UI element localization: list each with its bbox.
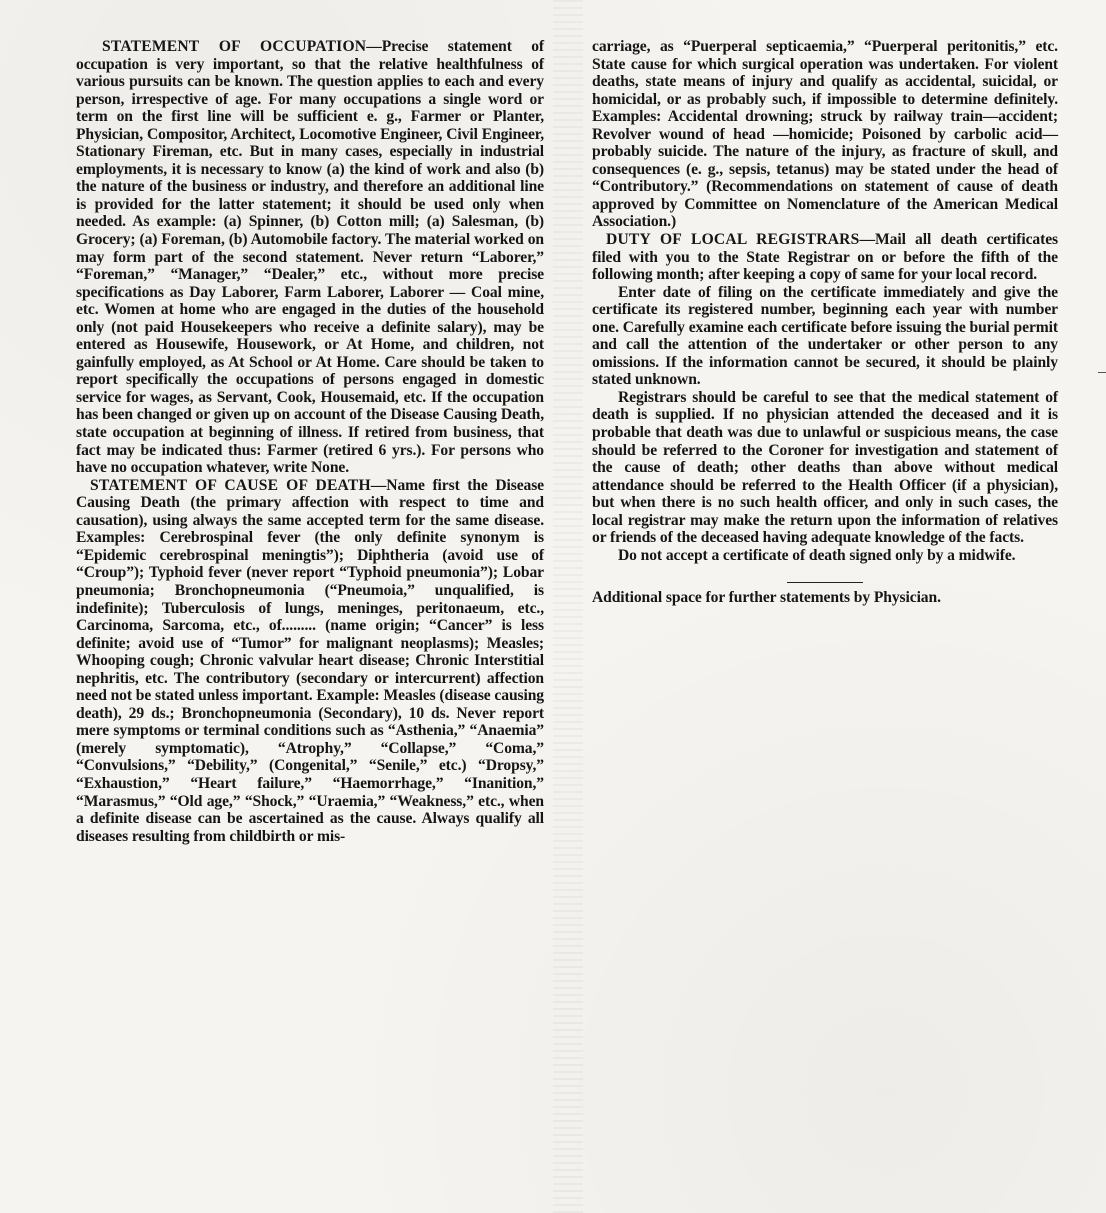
additional-space-caption: Additional space for further statements by Physician.: [592, 589, 941, 607]
column-gutter: [553, 0, 583, 1213]
duty-paragraph-1: —Mail all death certificates filed with you to the State Registrar on or before the fifth of the following month; after keeping a copy of same for your local record.: [592, 231, 1058, 284]
occupation-paragraph: —Precise statement of occupation is very important, so that the relative healthfulness of various pursuits can be known. The question applies to each and every person, irrespective of age. For many occupations a single word or term on the first line will be sufficient e. g., Farmer or Planter, Physician, Compositor, Architect, Locomotive Engineer, Civil Engineer, Stationary Fireman, etc. But in many cases, especially in industrial employments, it is necessary to know (a) the kind of work and also (b) the nature of the business or industry, and therefore an additional line is provided for the latter statement; it should be used only when needed. As example: (a) Spinner, (b) Cotton mill; (a) Salesman, (b) Grocery; (a) Foreman, (b) Automobile factory. The material worked on may form part of the second statement. Never return “Laborer,” “Foreman,” “Manager,” “Dealer,” etc., without more precise specifications as Day Laborer, Farm Laborer, Laborer — Coal mine, etc. Women at home who are engaged in the duties of the household only (not paid Housekeepers who receive a definite salary), may be entered as Housewife, Housework, or At Home, and children, not gainfully employed, as At School or At Home. Care should be taken to report specifically the occupations of persons engaged in domestic service for wages, as Servant, Cook, Housemaid, etc. If the occupation has been changed or given up on account of the Disease Causing Death, state occupation at beginning of illness. If retired from business, that fact may be indicated thus: Farmer (retired 6 yrs.). For persons who have no occupation whatever, write None.: [76, 38, 544, 477]
cause-section: [76, 477, 544, 845]
cause-heading: STATEMENT OF CAUSE OF DEATH: [90, 476, 371, 494]
physician-statement-area[interactable]: [592, 790, 1058, 1190]
left-column: [76, 38, 544, 845]
cause-continued-paragraph: carriage, as “Puerperal septicaemia,” “Puerperal peritonitis,” etc. State cause for which surgical operation was undertaken. For violent deaths, state means of injury and qualify as accidental, suicidal, or homicidal, or as probably such, if impossible to determine definitely. Examples: Accidental drowning; struck by railway train—accident; Revolver wound of head —homicide; Poisoned by carbolic acid—probably suicide. The nature of the injury, as fracture of skull, and consequences (e. g., sepsis, tetanus) may be stated under the head of “Contributory.” (Recommendations on statement of cause of death approved by Committee on Nomenclature of the American Medical Association.): [592, 38, 1058, 231]
occupation-section: [76, 38, 544, 477]
duty-paragraph-4: Do not accept a certificate of death signed only by a midwife.: [618, 546, 1016, 564]
occupation-heading: STATEMENT OF OCCUPATION: [102, 38, 367, 55]
duty-paragraph-2: Enter date of filing on the certificate immediately and give the certificate its registered number, beginning each year with number one. Carefully examine each certificate before issuing the burial permit and call the attention of the undertaker or other person to any omissions. If the information cannot be secured, it should be plainly stated unknown.: [592, 283, 1058, 389]
duty-heading: DUTY OF LOCAL REGISTRARS: [606, 231, 860, 249]
cause-paragraph: —Name first the Disease Causing Death (the primary affection with respect to time and causation), using always the same accepted term for the same disease. Examples: Cerebrospinal fever (the only definite synonym is “Epidemic cerebrospinal meningtis”); Diphtheria (avoid use of “Croup”); Typhoid fever (never report “Typhoid pneumonia”); Lobar pneumonia; Bronchopneumonia (“Pneumoia,” unqualified, is indefinite); Tuberculosis of lungs, meninges, peritonaeum, etc., Carcinoma, Sarcoma, etc., of......... (name origin; “Cancer” is less definite; avoid use of “Tumor” for malignant neoplasms); Measles; Whooping cough; Chronic valvular heart disease; Chronic Interstitial nephritis, etc. The contributory (secondary or intercurrent) affection need not be stated unless important. Example: Measles (disease causing death), 29 ds.; Bronchopneumonia (Secondary), 10 ds. Never report mere symptoms or terminal conditions such as “Asthenia,” “Anaemia” (merely symptomatic), “Atrophy,” “Collapse,” “Coma,” “Convulsions,” “Debility,” (Congenital,” “Senile,” etc.) “Dropsy,” “Exhaustion,” “Heart failure,” “Haemorrhage,” “Inanition,” “Marasmus,” “Old age,” “Shock,” “Uraemia,” “Weakness,” etc., when a definite disease can be ascertained as the cause. Always qualify all diseases resulting from childbirth or mis-: [76, 476, 544, 845]
section-divider: [787, 582, 863, 583]
duty-paragraph-3: Registrars should be careful to see that the medical statement of death is supplied. If no physician attended the deceased and it is probable that death was due to unlawful or suspicious means, the case should be referred to the Coroner for investigation and statement of the cause of death; other deaths than above without medical attendance should be referred to the Health Officer (if a physician), but when there is no such health officer, and only in such cases, the local registrar may make the return upon the information of relatives or friends of the deceased having adequate knowledge of the facts.: [592, 388, 1058, 547]
duty-section: [592, 231, 1058, 284]
margin-mark: [1098, 372, 1106, 374]
right-column: [592, 38, 1058, 607]
